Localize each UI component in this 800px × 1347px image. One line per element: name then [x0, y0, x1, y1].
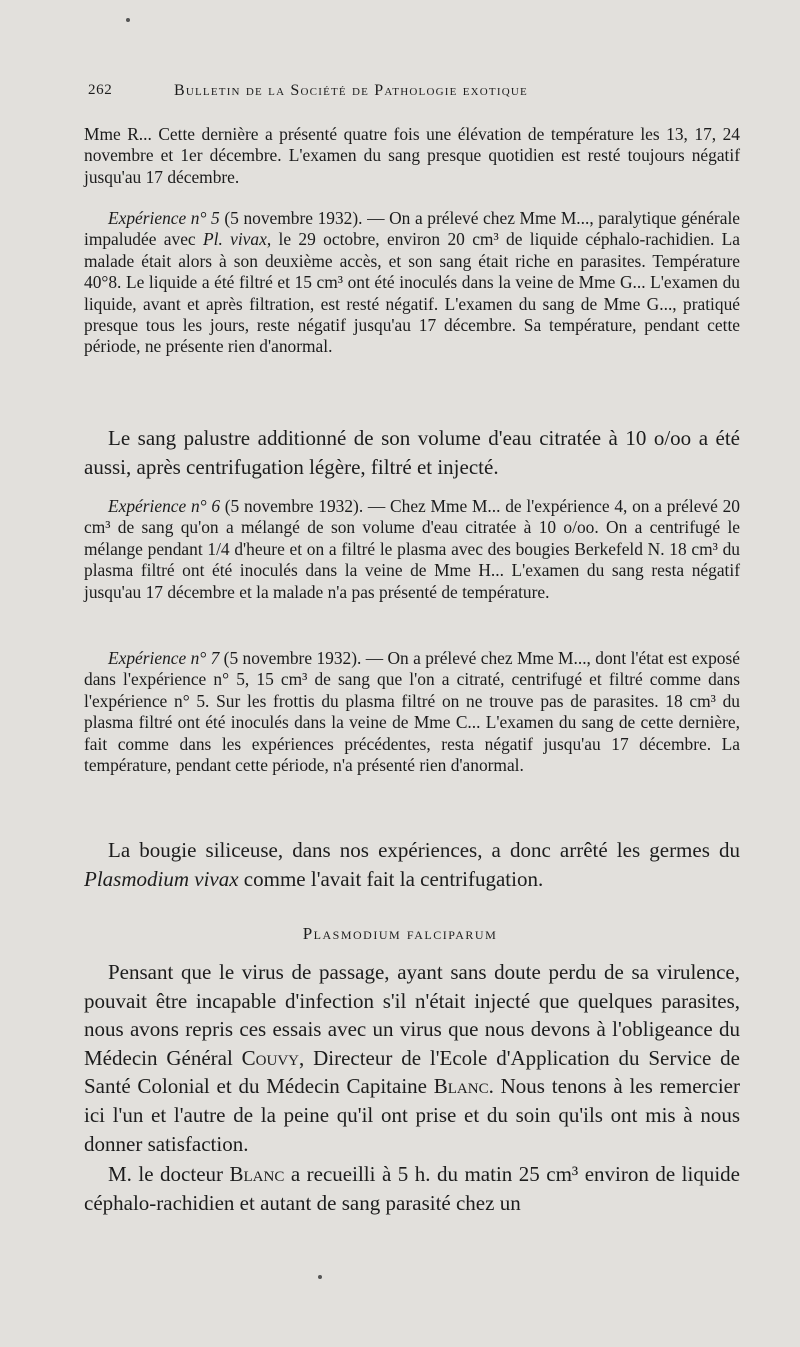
- paragraph-bougie: [84, 836, 740, 893]
- experiment-6-label: Expérience n° 6: [108, 496, 221, 516]
- name-blanc-2: Blanc: [229, 1162, 285, 1186]
- paragraph-pensant: [84, 958, 740, 1158]
- ink-speck: [126, 18, 130, 22]
- paragraph-bougie-text-a: La bougie siliceuse, dans nos expériences, a donc arrêté les germes du: [108, 838, 740, 862]
- experiment-6: [84, 496, 740, 603]
- name-couvy: Couvy: [241, 1045, 299, 1070]
- paragraph-blanc: [84, 1160, 740, 1217]
- paragraph-pensant-text-a: Pensant que le virus de passage, ayant sans doute perdu de sa virulence, pouvait être incapable d'infection s'il n'était injecté que quelques parasites, nous avons repris ces essais avec un virus que nous devons à l'obligeance du Médecin Général: [84, 960, 740, 1070]
- experiment-5-species: Pl. vivax: [202, 229, 267, 250]
- experiment-5-text-b: , le 29 octobre, environ 20 cm³ de liquide céphalo-rachidien. La malade était alors à son deuxième accès, et son sang était riche en parasites. Température 40°8. Le liquide a été filtré et 15 cm³ ont été inoculés dans la veine de Mme G... L'examen du liquide, avant et après filtration, est resté négatif. L'examen du sang de Mme G..., pratiqué presque tous les jours, reste négatif jusqu'au 17 décembre. Sa température, pendant cette période, ne présente rien d'anormal.: [84, 229, 741, 357]
- name-blanc: Blanc: [433, 1074, 489, 1099]
- section-heading: Plasmodium falciparum: [302, 924, 498, 943]
- ink-speck: [318, 1275, 322, 1279]
- paragraph-blanc-text-b: a recueilli à 5 h. du matin 25 cm³ environ de liquide céphalo-rachidien et autant de sang parasité chez un: [84, 1162, 740, 1215]
- experiment-5-text-a: (5 novembre 1932). — On a prélevé chez Mme M..., paralytique générale impaludée avec: [84, 208, 740, 250]
- journal-title: Bulletin de la Société de Pathologie exotique: [174, 82, 528, 99]
- paragraph-bougie-text-b: comme l'avait fait la centrifugation.: [238, 866, 544, 891]
- paragraph-blanc-text-a: M. le docteur: [108, 1162, 230, 1186]
- experiment-7-text: (5 novembre 1932). — On a prélevé chez Mme M..., dont l'état est exposé dans l'expérience n° 5, 15 cm³ de sang que l'on a citraté, centrifugé et filtré comme dans l'expérience n° 5. Sur les frottis du plasma filtré on ne trouve pas de parasites. 18 cm³ du plasma filtré ont été inoculés dans la veine de Mme C... L'examen du sang de cette dernière, fait comme dans les expériences précédentes, resta négatif jusqu'au 17 décembre. La température, pendant cette période, n'a présenté rien d'anormal.: [84, 648, 740, 776]
- experiment-5: [84, 208, 740, 358]
- experiment-5-label: Expérience n° 5: [108, 208, 220, 228]
- paragraph-bougie-species: Plasmodium vivax: [84, 866, 239, 891]
- paragraph-intro: [84, 124, 740, 188]
- experiment-6-text: (5 novembre 1932). — Chez Mme M... de l'expérience 4, on a prélevé 20 cm³ de sang qu'on a mélangé de son volume d'eau citratée à 10 o/oo. On a centrifugé le mélange pendant 1/4 d'heure et on a filtré le plasma avec des bougies Berkefeld N. 18 cm³ du plasma filtré ont été inoculés dans la veine de Mme H... L'examen du sang resta négatif jusqu'au 17 décembre et la malade n'a pas présenté de température.: [84, 496, 740, 602]
- paragraph-sang-palustre: [84, 424, 740, 481]
- paragraph-pensant-text-c: . Nous tenons à les remercier ici l'un et l'autre de la peine qu'il ont prise et du soin qu'ils ont mis à nous donner satisfaction.: [84, 1074, 740, 1156]
- paragraph-sang-palustre-text: Le sang palustre additionné de son volume d'eau citratée à 10 o/oo a été aussi, après centrifugation légère, filtré et injecté.: [84, 426, 740, 479]
- experiment-7-label: Expérience n° 7: [108, 648, 220, 668]
- page-number: 262: [88, 82, 113, 98]
- paragraph-intro-text: Mme R... Cette dernière a présenté quatre fois une élévation de température les 13, 17, 24 novembre et 1er décembre. L'examen du sang presque quotidien est resté toujours négatif jusqu'au 17 décembre.: [84, 124, 740, 187]
- experiment-7: [84, 648, 740, 776]
- paragraph-pensant-text-b: , Directeur de l'Ecole d'Application du Service de Santé Colonial et du Médecin Capitaine: [84, 1045, 740, 1099]
